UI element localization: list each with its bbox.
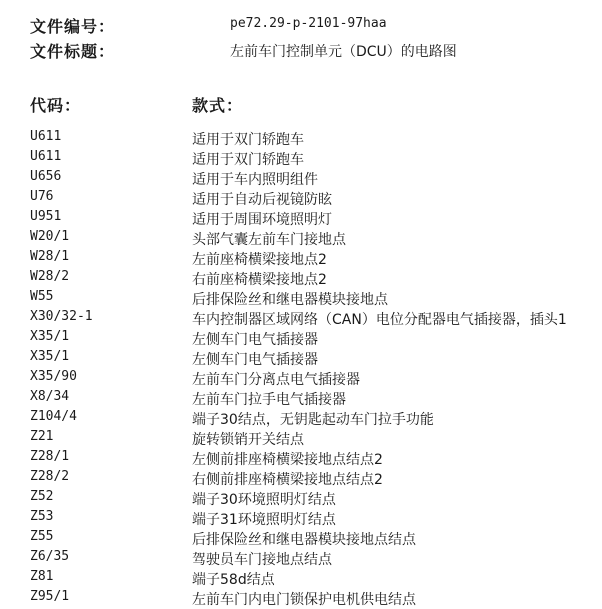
list-item [0,228,602,248]
component-code: Z21 [30,429,54,444]
component-code: X35/90 [30,369,77,384]
component-code: X8/34 [30,389,70,404]
document-title-label: 文件标题： [30,42,116,61]
list-item [0,248,602,268]
component-description: 适用于双门轿跑车 [192,152,304,168]
component-code: U656 [30,169,62,184]
list-item [0,568,602,588]
document-number-label: 文件编号： [30,17,116,36]
list-item [0,488,602,508]
component-code: Z81 [30,569,54,584]
component-description: 旋转锁销开关结点 [192,432,304,448]
document-number-row [30,14,602,36]
component-description: 后排保险丝和继电器模块接地点结点 [192,532,416,548]
list-item [0,448,602,468]
list-item [0,588,602,608]
list-item [0,528,602,548]
component-description: 左前车门内电门锁保护电机供电结点 [192,592,416,608]
component-description: 端子31环境照明灯结点 [192,512,336,528]
component-description: 端子30环境照明灯结点 [192,492,336,508]
component-description: 左侧车门电气插接器 [192,332,318,348]
list-item [0,368,602,388]
component-description: 左侧车门电气插接器 [192,352,318,368]
component-description: 适用于车内照明组件 [192,172,318,188]
document-title-row [30,39,602,61]
code-column-header: 代码： [30,96,82,115]
component-code: Z95/1 [30,589,70,604]
component-description: 左前座椅横梁接地点2 [192,252,327,268]
component-description: 左前车门拉手电气插接器 [192,392,346,408]
component-description: 左前车门分离点电气插接器 [192,372,360,388]
component-description: 右前座椅横梁接地点2 [192,272,327,288]
list-item [0,508,602,528]
component-code: U951 [30,209,62,224]
component-code: U76 [30,189,54,204]
component-code: Z55 [30,529,54,544]
component-description: 车内控制器区域网络（CAN）电位分配器电气插接器，插头1 [192,312,567,328]
list-item [0,308,602,328]
component-code: W28/2 [30,269,70,284]
component-description: 端子30结点，无钥匙起动车门拉手功能 [192,412,434,428]
list-item [0,148,602,168]
component-code: W28/1 [30,249,70,264]
component-code: U611 [30,129,62,144]
style-column-header: 款式： [192,96,244,115]
component-code: Z53 [30,509,54,524]
component-code: W20/1 [30,229,70,244]
component-description: 后排保险丝和继电器模块接地点 [192,292,388,308]
list-item [0,348,602,368]
list-item [0,288,602,308]
component-code: X30/32-1 [30,309,93,324]
list-item [0,268,602,288]
component-code: U611 [30,149,62,164]
component-code: Z28/1 [30,449,70,464]
component-description: 适用于双门轿跑车 [192,132,304,148]
list-item [0,188,602,208]
component-description: 驾驶员车门接地点结点 [192,552,332,568]
list-item [0,128,602,148]
document-number-value: pe72.29-p-2101-97haa [230,16,387,31]
component-code: Z52 [30,489,54,504]
component-code: Z6/35 [30,549,70,564]
component-description: 适用于自动后视镜防眩 [192,192,332,208]
component-code: X35/1 [30,329,70,344]
list-item [0,428,602,448]
component-code: X35/1 [30,349,70,364]
document-title-value: 左前车门控制单元（DCU）的电路图 [230,44,457,60]
component-description: 头部气囊左前车门接地点 [192,232,346,248]
component-description: 适用于周围环境照明灯 [192,212,332,228]
component-description: 右侧前排座椅横梁接地点结点2 [192,472,383,488]
component-description: 左侧前排座椅横梁接地点结点2 [192,452,383,468]
list-item [0,408,602,428]
component-code: W55 [30,289,54,304]
component-code: Z104/4 [30,409,77,424]
list-item [0,208,602,228]
component-code: Z28/2 [30,469,70,484]
list-item [0,468,602,488]
list-item [0,548,602,568]
component-description: 端子58d结点 [192,572,275,588]
list-item [0,168,602,188]
list-item [0,388,602,408]
component-list [0,128,602,608]
list-item [0,328,602,348]
